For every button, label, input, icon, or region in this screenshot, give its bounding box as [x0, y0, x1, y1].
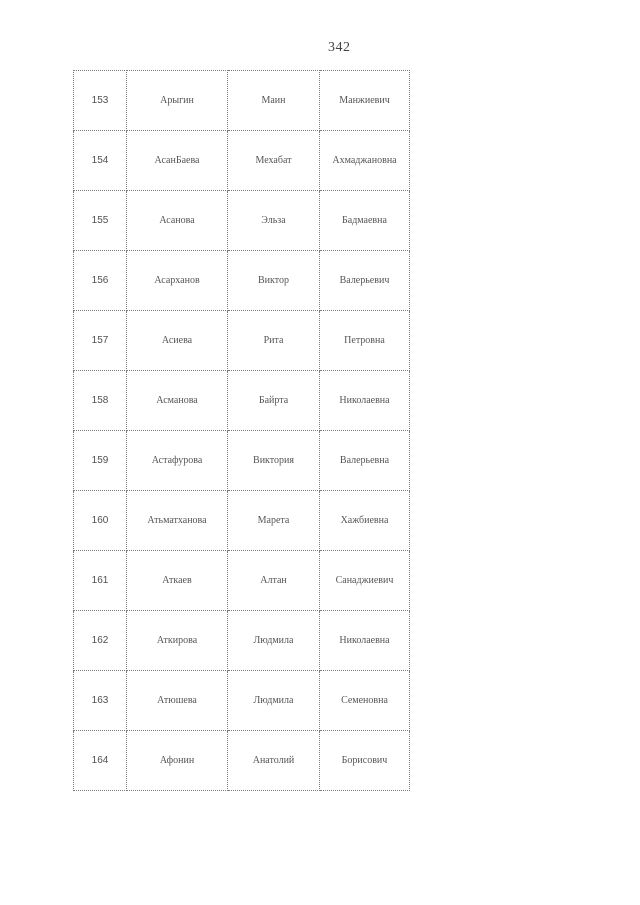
last-name-cell: Асиева — [127, 311, 228, 371]
row-number-cell — [74, 71, 127, 131]
last-name-cell: Астафурова — [127, 431, 228, 491]
last-name-cell: Арыгин — [127, 71, 228, 131]
last-name-cell: Асманова — [127, 371, 228, 431]
row-number: 160 — [91, 515, 109, 526]
table-row — [74, 311, 410, 371]
first-name-cell: Людмила — [228, 611, 320, 671]
row-number-cell — [74, 491, 127, 551]
row-number-cell — [74, 191, 127, 251]
patronymic-cell: Манжиевич — [320, 71, 410, 131]
row-number: 159 — [91, 455, 109, 466]
table-row — [74, 551, 410, 611]
row-number-cell — [74, 611, 127, 671]
table-row — [74, 131, 410, 191]
patronymic-cell: Санаджиевич — [320, 551, 410, 611]
first-name-cell: Виктор — [228, 251, 320, 311]
patronymic-cell: Борисович — [320, 731, 410, 791]
patronymic-cell: Валерьевна — [320, 431, 410, 491]
last-name-cell: Аткирова — [127, 611, 228, 671]
first-name-cell: Анатолий — [228, 731, 320, 791]
row-number: 163 — [91, 695, 109, 706]
roster-table-body — [74, 71, 410, 791]
row-number-cell — [74, 311, 127, 371]
table-row — [74, 491, 410, 551]
row-number: 158 — [91, 395, 109, 406]
row-number-cell — [74, 671, 127, 731]
patronymic-cell: Валерьевич — [320, 251, 410, 311]
row-number: 153 — [91, 95, 109, 106]
row-number: 161 — [91, 575, 109, 586]
last-name-cell: Аткаев — [127, 551, 228, 611]
last-name-cell: Асарханов — [127, 251, 228, 311]
table-row — [74, 71, 410, 131]
row-number: 162 — [91, 635, 109, 646]
first-name-cell: Байрта — [228, 371, 320, 431]
row-number: 156 — [91, 275, 109, 286]
table-row — [74, 611, 410, 671]
table-row — [74, 431, 410, 491]
patronymic-cell: Петровна — [320, 311, 410, 371]
row-number: 157 — [91, 335, 109, 346]
table-row — [74, 191, 410, 251]
first-name-cell: Алтан — [228, 551, 320, 611]
first-name-cell: Людмила — [228, 671, 320, 731]
last-name-cell: АсанБаева — [127, 131, 228, 191]
patronymic-cell: Семеновна — [320, 671, 410, 731]
row-number-cell — [74, 431, 127, 491]
first-name-cell: Маин — [228, 71, 320, 131]
patronymic-cell: Николаевна — [320, 611, 410, 671]
table-row — [74, 251, 410, 311]
last-name-cell: Асанова — [127, 191, 228, 251]
first-name-cell: Эльза — [228, 191, 320, 251]
row-number: 154 — [91, 155, 109, 166]
last-name-cell: Атьматханова — [127, 491, 228, 551]
row-number-cell — [74, 251, 127, 311]
patronymic-cell: Бадмаевна — [320, 191, 410, 251]
row-number-cell — [74, 731, 127, 791]
first-name-cell: Виктория — [228, 431, 320, 491]
row-number-cell — [74, 551, 127, 611]
row-number: 155 — [91, 215, 109, 226]
table-row — [74, 371, 410, 431]
first-name-cell: Мехабат — [228, 131, 320, 191]
page-number: 342 — [328, 40, 351, 55]
first-name-cell: Рита — [228, 311, 320, 371]
first-name-cell: Марета — [228, 491, 320, 551]
patronymic-cell: Ахмаджановна — [320, 131, 410, 191]
row-number-cell — [74, 131, 127, 191]
row-number-cell — [74, 371, 127, 431]
table-row — [74, 671, 410, 731]
row-number: 164 — [91, 755, 109, 766]
patronymic-cell: Хажбиевна — [320, 491, 410, 551]
last-name-cell: Атюшева — [127, 671, 228, 731]
table-row — [74, 731, 410, 791]
roster-table — [73, 70, 410, 791]
last-name-cell: Афонин — [127, 731, 228, 791]
patronymic-cell: Николаевна — [320, 371, 410, 431]
